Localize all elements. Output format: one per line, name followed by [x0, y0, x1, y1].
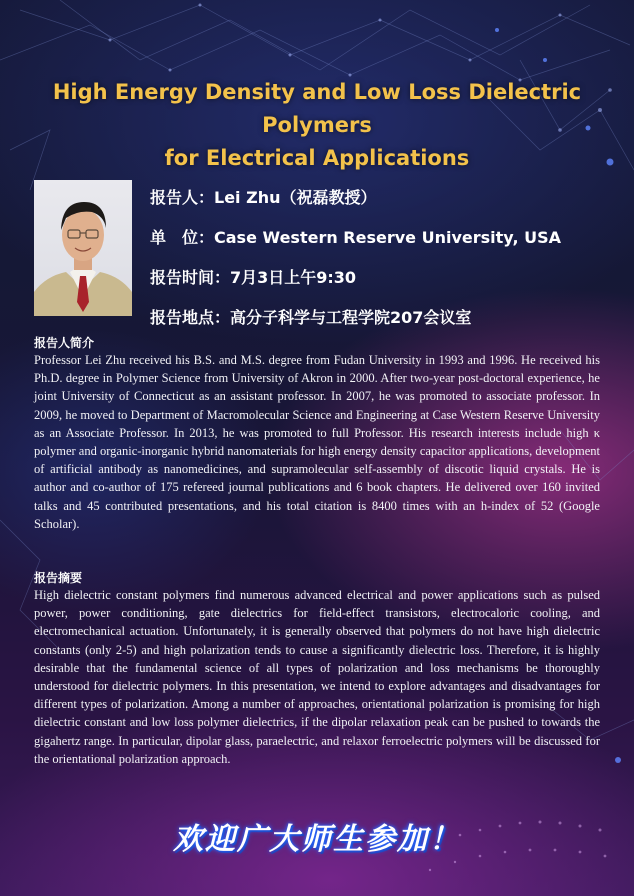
- speaker-photo: [34, 180, 132, 316]
- title-line-1: High Energy Density and Low Loss Dielectric Polymers: [52, 80, 582, 137]
- welcome-banner: 欢迎广大师生参加！: [173, 822, 461, 857]
- talk-info: [150, 178, 561, 338]
- poster-title: [0, 76, 634, 175]
- abstract-heading: 报告摘要: [34, 571, 83, 585]
- speaker-line: 报告人：Lei Zhu（祝磊教授）: [150, 188, 377, 207]
- affiliation-line: 单 位：Case Western Reserve University, USA: [150, 228, 562, 247]
- location-line: 报告地点：高分子科学与工程学院207会议室: [150, 308, 472, 327]
- bio-heading: 报告人简介: [34, 336, 95, 350]
- time-line: 报告时间：7月3日上午9:30: [150, 268, 357, 287]
- title-line-2: for Electrical Applications: [164, 146, 470, 170]
- abstract-text: High dielectric constant polymers find numerous advanced electrical and power applications such as pulsed power, power conditioning, gate dielectrics for field-effect transistors, electrocaloric cooling, and electromechanical actuation. Unfortunately, it is generally observed that polymers do not have high dielectric constants (only 2-5) and high polarization tends to cause a significantly dielectric loss. Therefore, it is highly desirable that the fundamental science of all types of polarization and loss mechanisms be thoroughly understood for dielectric polymers. In this presentation, we intend to explore advantages and disadvantages for different types of polarization. Among a number of approaches, orientational polarization is promising for high dielectric constant and low loss polymer dielectrics, if the dipolar relaxation peak can be pushed to towards the gigahertz range. In particular, dipolar glass, paraelectric, and relaxor ferroelectric polymers will be discussed for the orientational polarization approach.: [34, 588, 600, 766]
- bio-text: Professor Lei Zhu received his B.S. and M.S. degree from Fudan University in 1993 and 1996. He received his Ph.D. degree in Polymer Science from University of Akron in 2000. After two-year post-doctoral experience, he joint University of Connecticut as an assistant professor. In 2007, he was promoted to associate professor. In 2009, he moved to Department of Macromolecular Science and Engineering at Case Western Reserve University as an Associate Professor. In 2013, he was promoted to full Professor. His research interests include high κ polymer and organic-inorganic hybrid nanomaterials for high energy density capacitor applications, development of artificial antibody as nanomedicines, and supramolecular self-assembly of discotic liquid crystals. He is author and co-author of 175 refereed journal publications and 6 book chapters. He delivered over 160 invited talks and 45 contributed presentations, and his total citation is 8400 times with an h-index of 52 (Google Scholar).: [34, 353, 600, 531]
